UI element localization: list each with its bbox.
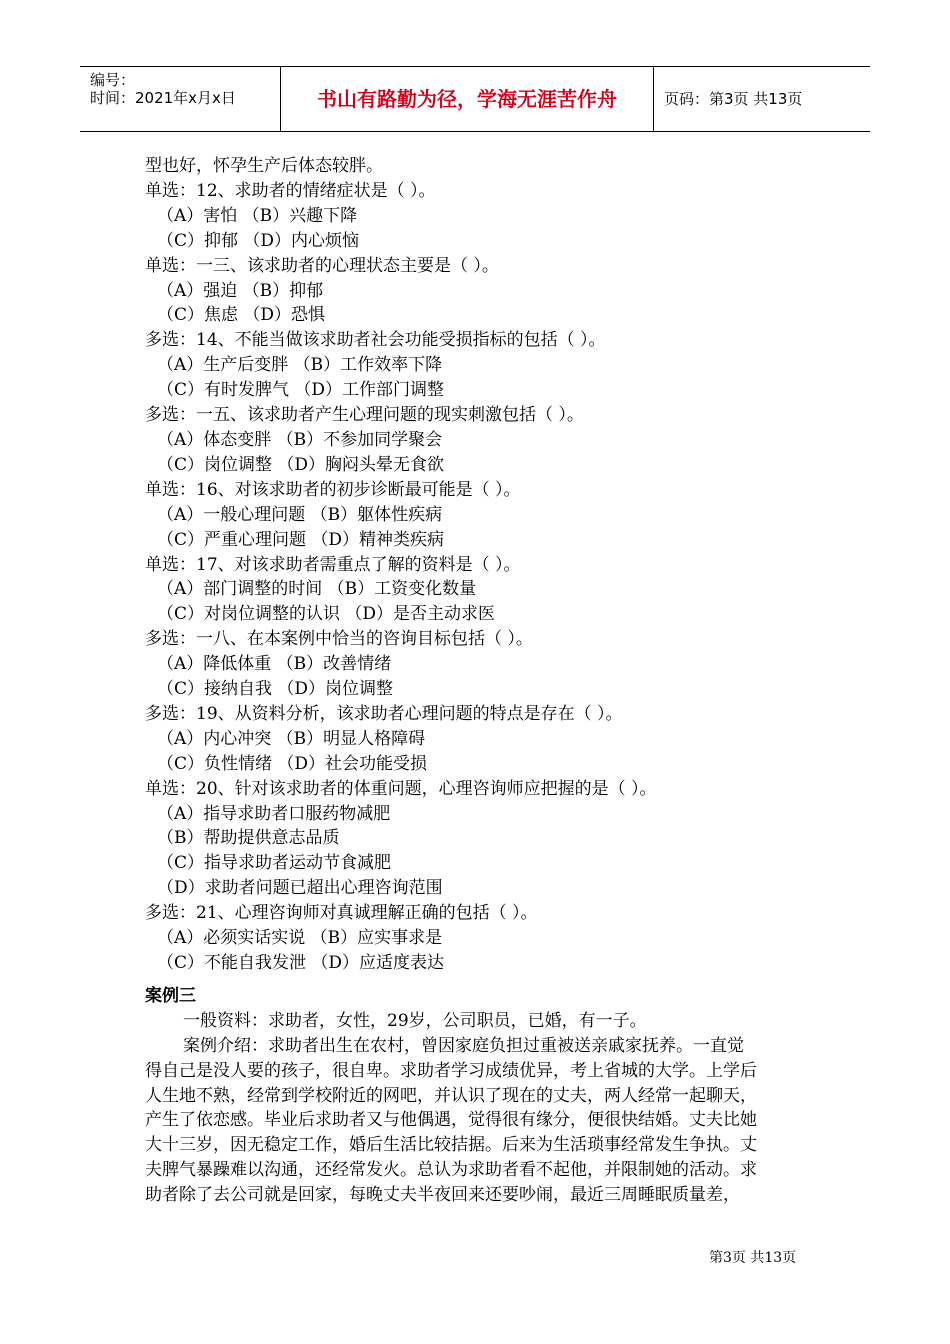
answer-options: （C）接纳自我 （D）岗位调整 (157, 679, 394, 700)
answer-options: （A）指导求助者口服药物减肥 (157, 803, 391, 824)
case-general-info: 一般资料：求助者，女性，29岁，公司职员，已婚，有一子。 (183, 1010, 647, 1031)
question-text: 多选：一八、在本案例中恰当的咨询目标包括（ ）。 (145, 629, 533, 650)
case-intro (145, 1034, 815, 1208)
answer-options: （A）生产后变胖 （B）工作效率下降 (157, 355, 443, 376)
answer-options: （A）必须实话实说 （B）应实事求是 (157, 928, 443, 949)
time-label: 时间：2021年x月x日 (90, 89, 236, 107)
document-body (145, 154, 815, 1208)
answer-options: （D）求助者问题已超出心理咨询范围 (157, 878, 443, 899)
answer-options: （C）指导求助者运动节食减肥 (157, 853, 392, 874)
answer-options: （C）对岗位调整的认识 （D）是否主动求医 (157, 604, 496, 625)
page-footer: 第3页 共13页 (709, 1250, 797, 1266)
answer-options: （A）部门调整的时间 （B）工资变化数量 (157, 579, 477, 600)
answer-options: （C）有时发脾气 （D）工作部门调整 (157, 380, 445, 401)
page-header (80, 66, 870, 132)
question-text: 多选：14、不能当做该求助者社会功能受损指标的包括（ ）。 (145, 330, 606, 351)
case-intro-line: 助者除了去公司就是回家，每晚丈夫半夜回来还要吵闹，最近三周睡眠质量差， (145, 1185, 740, 1206)
question-text: 多选：19、从资料分析，该求助者心理问题的特点是存在（ ）。 (145, 703, 623, 724)
answer-options: （C）焦虑 （D）恐惧 (157, 305, 326, 326)
case-intro-line: 大十三岁，因无稳定工作，婚后生活比较拮据。后来为生活琐事经常发生争执。丈 (145, 1135, 757, 1156)
answer-options: （A）体态变胖 （B）不参加同学聚会 (157, 429, 443, 450)
answer-options: （A）害怕 （B）兴趣下降 (157, 205, 358, 226)
case-intro-line: 案例介绍：求助者出生在农村，曾因家庭负担过重被送亲戚家抚养。一直觉 (183, 1035, 744, 1056)
case-title: 案例三 (145, 985, 196, 1006)
answer-options: （C）负性情绪 （D）社会功能受损 (157, 753, 428, 774)
answer-options: （A）强迫 （B）抑郁 (157, 280, 324, 301)
case-intro-line: 夫脾气暴躁难以沟通，还经常发火。总认为求助者看不起他，并限制她的活动。求 (145, 1160, 757, 1181)
answer-options: （B）帮助提供意志品质 (157, 828, 340, 849)
answer-options: （A）降低体重 （B）改善情绪 (157, 654, 392, 675)
question-text: 型也好，怀孕生产后体态较胖。 (145, 156, 383, 176)
question-text: 单选：17、对该求助者需重点了解的资料是（ ）。 (145, 554, 521, 575)
answer-options: （C）抑郁 （D）内心烦恼 (157, 230, 360, 251)
question-text: 单选：16、对该求助者的初步诊断最可能是（ ）。 (145, 479, 521, 500)
question-list (145, 154, 815, 976)
answer-options: （C）岗位调整 （D）胸闷头晕无食欲 (157, 454, 445, 475)
question-text: 多选：21、心理咨询师对真诚理解正确的包括（ ）。 (145, 903, 538, 924)
header-meta (80, 67, 281, 131)
question-text: 单选：20、针对该求助者的体重问题，心理咨询师应把握的是（ ）。 (145, 778, 657, 799)
answer-options: （A）内心冲突 （B）明显人格障碍 (157, 728, 426, 749)
answer-options: （A）一般心理问题 （B）躯体性疾病 (157, 504, 443, 525)
case-intro-line: 人生地不熟，经常到学校附近的网吧，并认识了现在的丈夫，两人经常一起聊天， (145, 1085, 757, 1106)
answer-options: （C）不能自我发泄 （D）应适度表达 (157, 953, 445, 973)
question-text: 单选：一三、该求助者的心理状态主要是（ ）。 (145, 255, 499, 276)
number-label: 编号： (90, 71, 136, 89)
header-page-info: 页码：第3页 共13页 (664, 90, 803, 108)
header-motto: 书山有路勤为径，学海无涯苦作舟 (281, 67, 654, 131)
answer-options: （C）严重心理问题 （D）精神类疾病 (157, 529, 445, 550)
case-intro-line: 产生了依恋感。毕业后求助者又与他偶遇，觉得很有缘分，便很快结婚。丈夫比她 (145, 1110, 757, 1131)
case-intro-line: 得自己是没人要的孩子，很自卑。求助者学习成绩优异，考上省城的大学。上学后 (145, 1060, 757, 1081)
question-text: 单选：12、求助者的情绪症状是（ ）。 (145, 180, 436, 201)
question-text: 多选：一五、该求助者产生心理问题的现实刺激包括（ ）。 (145, 405, 584, 426)
